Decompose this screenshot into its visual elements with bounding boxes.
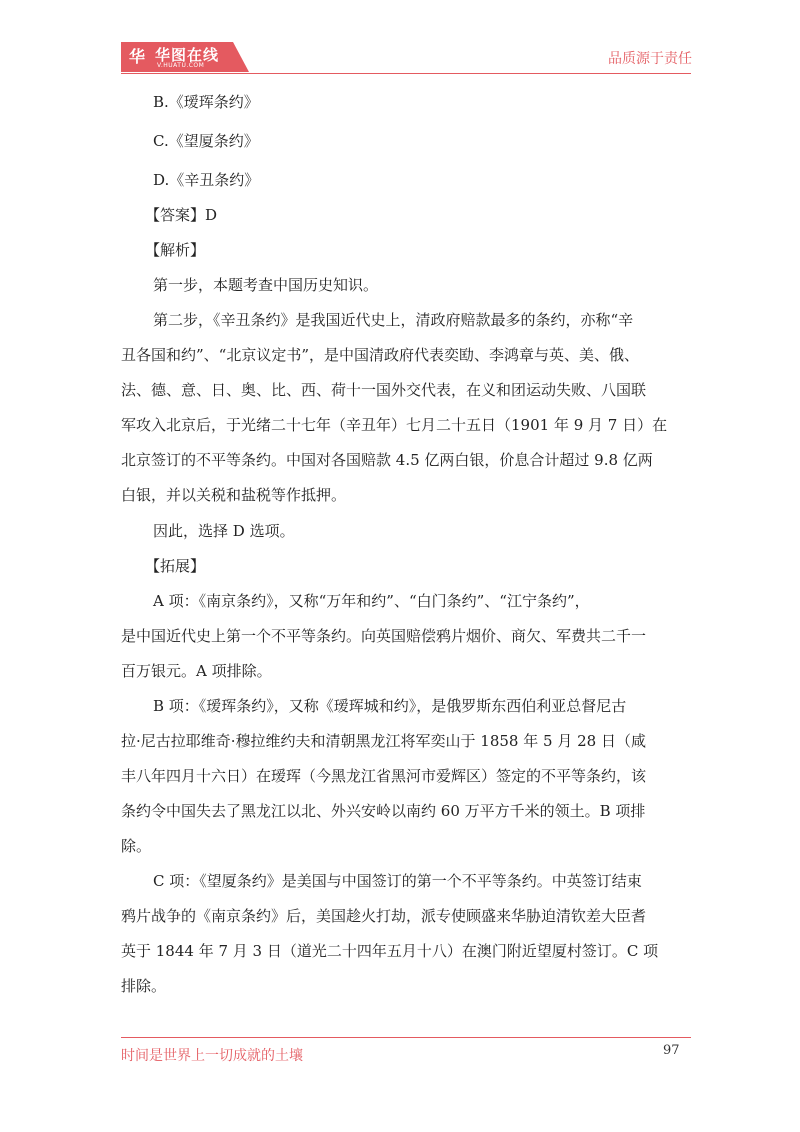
huatu-logo bbox=[121, 42, 249, 72]
analysis-heading: 【解析】 bbox=[145, 241, 206, 259]
header-divider bbox=[121, 73, 691, 74]
extension-heading: 【拓展】 bbox=[145, 557, 206, 575]
paragraph-line: 白银，并以关税和盐税等作抵押。 bbox=[121, 486, 347, 504]
paragraph-line: 百万银元。A 项排除。 bbox=[121, 662, 272, 680]
paragraph-line: 军攻入北京后，于光绪二十七年（辛丑年）七月二十五日（1901 年 9 月 7 日）在 bbox=[121, 416, 668, 434]
paragraph-line: 排除。 bbox=[121, 977, 167, 995]
paragraph-line: 丑各国和约”、“北京议定书”，是中国清政府代表奕劻、李鸿章与英、美、俄、 bbox=[121, 346, 640, 364]
paragraph-line: B 项：《瑷珲条约》，又称《瑷珲城和约》，是俄罗斯东西伯利亚总督尼古 bbox=[153, 697, 627, 715]
paragraph-line: A 项：《南京条约》，又称“万年和约”、“白门条约”、“江宁条约”， bbox=[153, 592, 590, 610]
paragraph-line: 条约令中国失去了黑龙江以北、外兴安岭以南约 60 万平方千米的领土。B 项排 bbox=[121, 802, 646, 820]
logo-url: V.HUATU.COM bbox=[157, 62, 205, 69]
option-b-line: B.《瑷珲条约》 bbox=[153, 93, 259, 111]
paragraph-line: 因此，选择 D 选项。 bbox=[153, 522, 295, 540]
paragraph-line: 北京签订的不平等条约。中国对各国赔款 4.5 亿两白银，价息合计超过 9.8 亿两 bbox=[121, 451, 653, 469]
paragraph-line: 英于 1844 年 7 月 3 日（道光二十四年五月十八）在澳门附近望厦村签订。C 项 bbox=[121, 942, 659, 960]
paragraph-line: 除。 bbox=[121, 837, 152, 855]
page-header bbox=[0, 0, 800, 80]
paragraph-line: 鸦片战争的《南京条约》后，美国趁火打劫，派专使顾盛来华胁迫清钦差大臣耆 bbox=[121, 907, 647, 925]
paragraph-line: 丰八年四月十六日）在瑷珲（今黑龙江省黑河市爱辉区）签定的不平等条约，该 bbox=[121, 767, 647, 785]
page-number: 97 bbox=[663, 1043, 680, 1058]
paragraph-line: C 项：《望厦条约》是美国与中国签订的第一个不平等条约。中英签订结束 bbox=[153, 872, 642, 890]
answer-line: 【答案】D bbox=[145, 206, 218, 224]
footer-slogan: 时间是世界上一切成就的土壤 bbox=[121, 1048, 303, 1064]
header-slogan: 品质源于责任 bbox=[608, 51, 692, 67]
paragraph-line: 法、德、意、日、奥、比、西、荷十一国外交代表，在义和团运动失败、八国联 bbox=[121, 381, 647, 399]
footer-divider bbox=[121, 1037, 691, 1038]
paragraph-line: 拉·尼古拉耶维奇·穆拉维约夫和清朝黑龙江将军奕山于 1858 年 5 月 28 日（咸 bbox=[121, 732, 646, 750]
logo-emblem-icon: 华 bbox=[128, 47, 145, 66]
option-c-line: C.《望厦条约》 bbox=[153, 132, 259, 150]
paragraph-line: 第一步，本题考查中国历史知识。 bbox=[153, 276, 379, 294]
paragraph-line: 第二步，《辛丑条约》是我国近代史上，清政府赔款最多的条约，亦称“辛 bbox=[153, 311, 634, 329]
option-d-line: D.《辛丑条约》 bbox=[153, 171, 260, 189]
paragraph-line: 是中国近代史上第一个不平等条约。向英国赔偿鸦片烟价、商欠、军费共二千一 bbox=[121, 627, 647, 645]
logo-text: 华图在线 bbox=[155, 46, 220, 64]
